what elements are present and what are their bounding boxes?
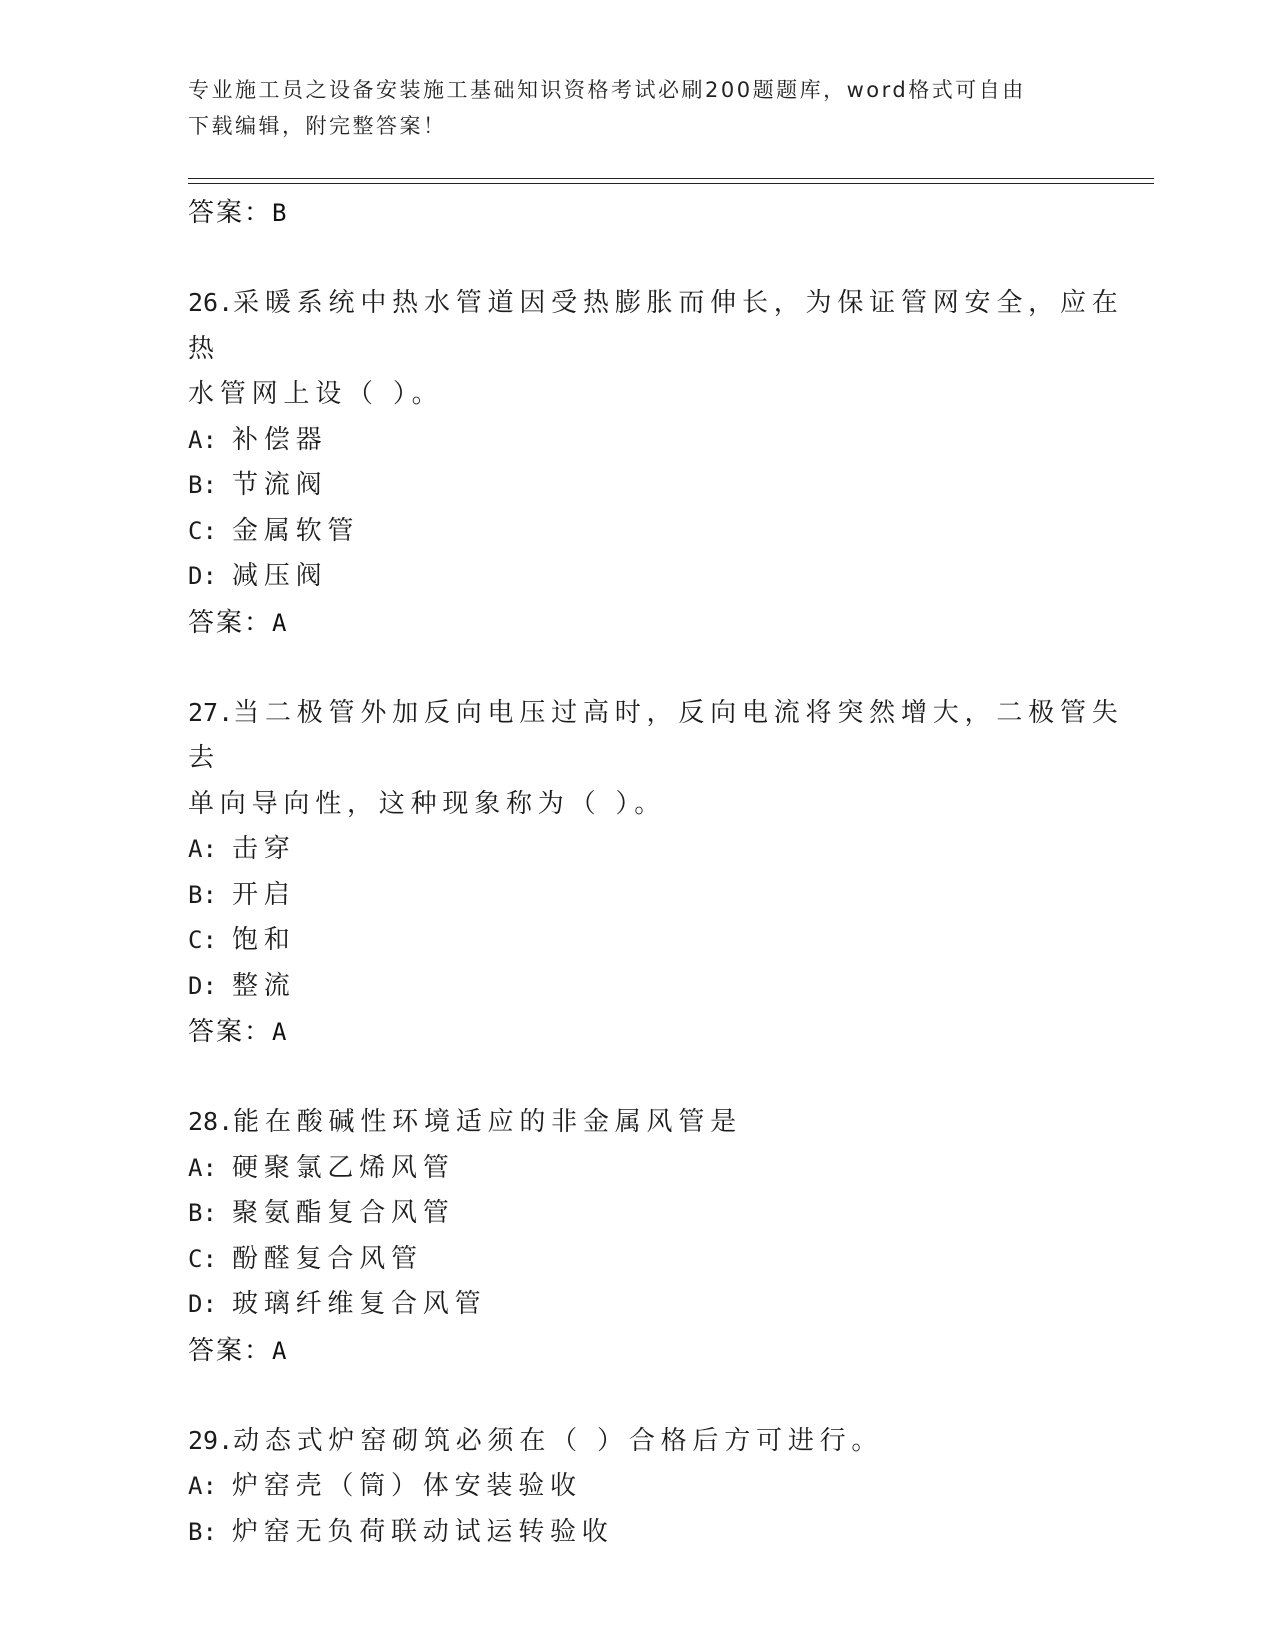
- option-d: [188, 964, 1154, 1010]
- option-key: A:: [188, 1472, 217, 1500]
- option-key: A:: [188, 425, 217, 454]
- option-text: 聚氨酯复合风管: [232, 1198, 455, 1228]
- answer-label: 答案：: [188, 1017, 273, 1047]
- header-line-2: 下载编辑，附完整答案！: [188, 114, 447, 138]
- question-list: [188, 190, 1154, 1555]
- question-stem: [188, 1418, 1154, 1465]
- option-key: C:: [188, 1244, 217, 1273]
- question-stem-line-1: 动态式炉窑砌筑必须在（ ）合格后方可进行。: [233, 1425, 884, 1456]
- option-text: 补偿器: [232, 424, 328, 455]
- option-b: [188, 873, 1154, 919]
- option-b: [188, 1510, 1154, 1556]
- option-text: 玻璃纤维复合风管: [232, 1289, 487, 1319]
- question-26: [188, 280, 1154, 646]
- option-text: 节流阀: [232, 470, 328, 500]
- option-a: [188, 418, 1154, 464]
- option-key: D:: [188, 1290, 217, 1318]
- question-27: [188, 690, 1154, 1056]
- option-text: 开启: [232, 879, 296, 910]
- header-line-1: 专业施工员之设备安装施工基础知识资格考试必刷200题题库，word格式可自由: [188, 78, 1026, 102]
- option-text: 酚醛复合风管: [232, 1243, 423, 1274]
- question-stem-line-2: 单向导向性，这种现象称为（ ）。: [188, 788, 667, 819]
- answer-label: 答案：: [188, 1335, 273, 1366]
- option-c: [188, 918, 1154, 964]
- answer-label: 答案：: [188, 198, 273, 228]
- question-stem: [188, 280, 1154, 372]
- question-stem-line-1: 采暖系统中热水管道因受热膨胀而伸长，为保证管网安全，应在热: [188, 288, 1124, 364]
- option-a: [188, 827, 1154, 873]
- option-b: [188, 1191, 1154, 1237]
- question-number: 27.: [188, 697, 234, 727]
- option-text: 减压阀: [232, 561, 328, 591]
- answer-value: A: [272, 608, 289, 637]
- option-d: [188, 1282, 1154, 1328]
- question-29: [188, 1418, 1154, 1556]
- header-divider-top: [188, 178, 1154, 179]
- option-text: 炉窑壳（筒）体安装验收: [232, 1471, 582, 1501]
- option-text: 整流: [232, 970, 296, 1001]
- option-key: B:: [188, 471, 217, 499]
- option-key: C:: [188, 926, 217, 954]
- option-key: D:: [188, 562, 217, 590]
- option-text: 硬聚氯乙烯风管: [232, 1152, 455, 1183]
- question-number: 26.: [188, 288, 234, 317]
- option-key: D:: [188, 971, 217, 1000]
- answer-value: B: [272, 199, 289, 227]
- question-number: 29.: [188, 1425, 234, 1455]
- option-key: B:: [188, 1517, 217, 1546]
- answer-26: [188, 600, 1154, 646]
- option-key: C:: [188, 516, 217, 545]
- option-text: 击穿: [232, 834, 296, 864]
- option-c: [188, 1237, 1154, 1283]
- question-28: [188, 1099, 1154, 1374]
- question-stem: [188, 1099, 1154, 1146]
- option-text: 金属软管: [232, 515, 360, 546]
- option-a: [188, 1146, 1154, 1192]
- question-stem: [188, 690, 1154, 782]
- question-stem-line-1: 当二极管外加反向电压过高时，反向电流将突然增大，二极管失去: [188, 697, 1124, 773]
- answer-value: A: [272, 1018, 289, 1046]
- document-header: [188, 72, 1088, 144]
- option-b: [188, 463, 1154, 509]
- header-divider-bottom: [188, 183, 1154, 184]
- option-text: 炉窑无负荷联动试运转验收: [232, 1516, 614, 1547]
- option-text: 饱和: [232, 925, 296, 955]
- question-number: 28.: [188, 1107, 234, 1136]
- option-key: B:: [188, 880, 217, 909]
- option-key: A:: [188, 835, 217, 863]
- answer-27: [188, 1009, 1154, 1055]
- option-a: [188, 1464, 1154, 1510]
- answer-28: [188, 1328, 1154, 1374]
- option-c: [188, 509, 1154, 555]
- question-stem-line-1: 能在酸碱性环境适应的非金属风管是: [233, 1107, 742, 1137]
- question-stem-line-2: 水管网上设（ ）。: [188, 379, 444, 409]
- option-d: [188, 554, 1154, 600]
- answer-label: 答案：: [188, 607, 273, 638]
- option-key: A:: [188, 1153, 217, 1182]
- answer-prev: [188, 190, 1154, 236]
- answer-value: A: [272, 1336, 289, 1365]
- option-key: B:: [188, 1199, 217, 1227]
